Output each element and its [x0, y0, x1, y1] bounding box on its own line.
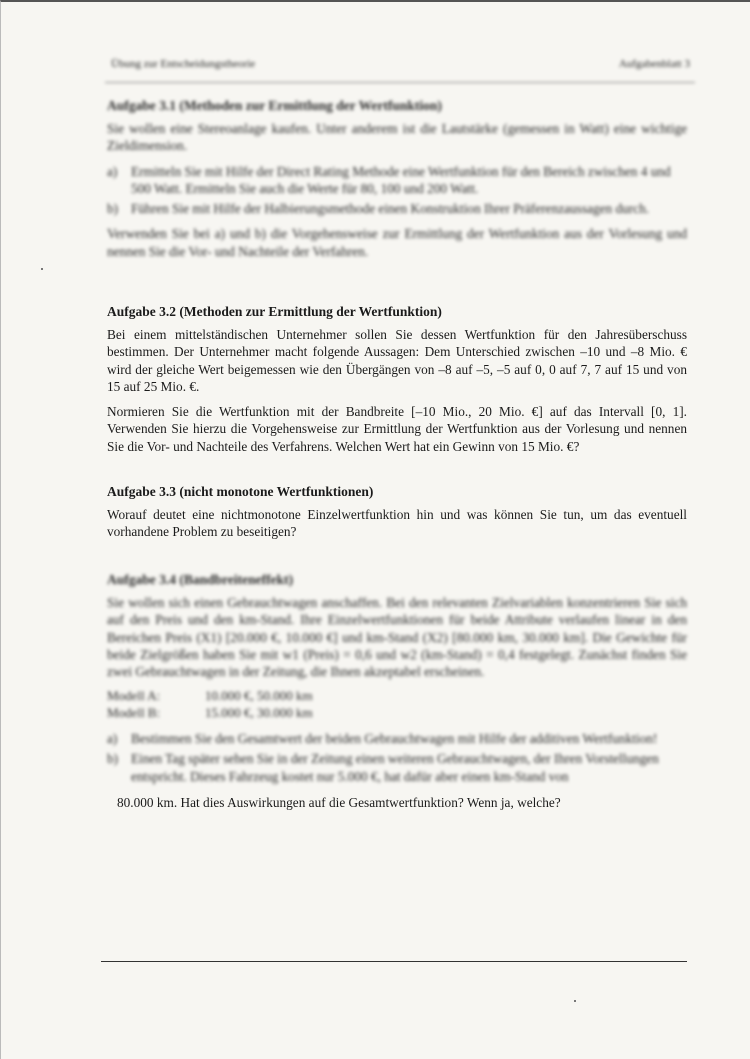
task-3-2 — [107, 304, 687, 463]
list-item — [107, 163, 687, 198]
page-header — [111, 58, 690, 70]
scan-speck — [41, 268, 43, 270]
footer-rule — [101, 961, 687, 962]
model-row — [107, 688, 687, 705]
header-rule — [105, 82, 695, 83]
task-3-3-paragraph: Worauf deutet eine nichtmonotone Einzelwertfunktion hin und was können Sie tun, um das eventuell vorhandene Problem zu beseitigen? — [107, 507, 687, 540]
task-3-1 — [107, 98, 687, 268]
task-3-4-paragraph: Sie wollen sich einen Gebrauchtwagen anschaffen. Bei den relevanten Zielvariablen konzentrieren Sie sich auf den Preis und den km-Stand. Ihre Einzelwertfunktionen für beide Attribute verlaufen linear in den Bereichen Preis (X1) [20.000 €, 10.000 €] und km-Stand (X2) [80.000 km, 30.000 km]. Die Gewichte für beide Zielgrößen haben Sie mit w1 (Preis) = 0,6 und w2 (km-Stand) = 0,4 festgelegt. Zunächst finden Sie zwei Gebrauchtwagen in der Zeitung, die Ihnen akzeptabel erscheinen. — [107, 595, 687, 680]
item-text: Einen Tag später sehen Sie in der Zeitung einen weiteren Gebrauchtwagen, der Ihren Vorstellungen entspricht. Dieses Fahrzeug kostet nur 5.000 €, hat dafür aber einen km-Stand von — [131, 751, 659, 784]
item-text: Führen Sie mit Hilfe der Halbierungsmethode einen Konstruktion Ihrer Präferenzaussagen durch. — [131, 201, 650, 217]
header-right: Aufgabenblatt 3 — [618, 58, 690, 70]
header-left: Übung zur Entscheidungstheorie — [111, 58, 256, 70]
task-3-1-items — [107, 163, 687, 218]
task-3-1-title: Aufgabe 3.1 (Methoden zur Ermittlung der Wertfunktion) — [107, 98, 442, 113]
task-3-4-title: Aufgabe 3.4 (Bandbreiteneffekt) — [107, 572, 294, 587]
item-label: b) — [107, 201, 119, 217]
task-3-4 — [107, 572, 687, 793]
model-value: 15.000 €, 30.000 km — [205, 705, 313, 721]
item-label: a) — [107, 731, 118, 747]
model-row — [107, 705, 687, 722]
task-3-4-items — [107, 730, 687, 785]
task-3-3-title: Aufgabe 3.3 (nicht monotone Wertfunktionen) — [107, 484, 374, 499]
item-label: a) — [107, 163, 118, 179]
model-list — [107, 688, 687, 722]
task-3-4-blurred-part — [107, 572, 687, 785]
item-text: Bestimmen Sie den Gesamtwert der beiden Gebrauchtwagen mit Hilfe der additiven Wertfunktion! — [131, 731, 658, 747]
task-3-2-paragraph-2: Normieren Sie die Wertfunktion mit der Bandbreite [–10 Mio., 20 Mio. €] auf das Intervall [0, 1]. Verwenden Sie hierzu die Vorgehensweise zur Ermittlung der Wertfunktion aus der Vorlesung und nennen Sie die Vor- und Nachteile des Verfahrens. Welchen Wert hat ein Gewinn von 15 Mio. €? — [107, 404, 687, 454]
model-value: 10.000 €, 50.000 km — [205, 688, 313, 704]
model-name: Modell B: — [107, 705, 161, 721]
scan-speck — [574, 1000, 576, 1002]
task-3-2-title: Aufgabe 3.2 (Methoden zur Ermittlung der Wertfunktion) — [107, 304, 442, 319]
task-3-3 — [107, 484, 687, 549]
task-3-2-paragraph-1: Bei einem mittelständischen Unternehmer sollen Sie dessen Wertfunktion für den Jahresüberschuss bestimmen. Der Unternehmer macht folgende Aussagen: Dem Unterschied zwischen –10 und –8 Mio. € wird der gleiche Wert beigemessen wie den Übergängen von –8 auf –5, –5 auf 0, 0 auf 7, 7 auf 15 und von 15 auf 25 Mio. €. — [107, 327, 687, 394]
list-item — [107, 750, 687, 785]
task-3-4-last-line-block — [117, 794, 687, 819]
model-name: Modell A: — [107, 688, 161, 704]
list-item — [107, 200, 687, 217]
item-text: Ermitteln Sie mit Hilfe der Direct Rating Methode eine Wertfunktion für den Bereich zwischen 4 und 500 Watt. Ermitteln Sie auch die Werte für 80, 100 und 200 Watt. — [131, 163, 671, 196]
task-3-1-outro: Verwenden Sie bei a) und b) die Vorgehensweise zur Ermittlung der Wertfunktion aus der Vorlesung und nennen Sie die Vor- und Nachteile der Verfahren. — [107, 226, 687, 259]
item-label: b) — [107, 751, 119, 767]
task-3-4-last-line: 80.000 km. Hat dies Auswirkungen auf die Gesamtwertfunktion? Wenn ja, welche? — [117, 795, 561, 810]
task-3-1-intro: Sie wollen eine Stereoanlage kaufen. Unter anderem ist die Lautstärke (gemessen in Watt) eine wichtige Zieldimension. — [107, 121, 687, 154]
list-item — [107, 730, 687, 747]
